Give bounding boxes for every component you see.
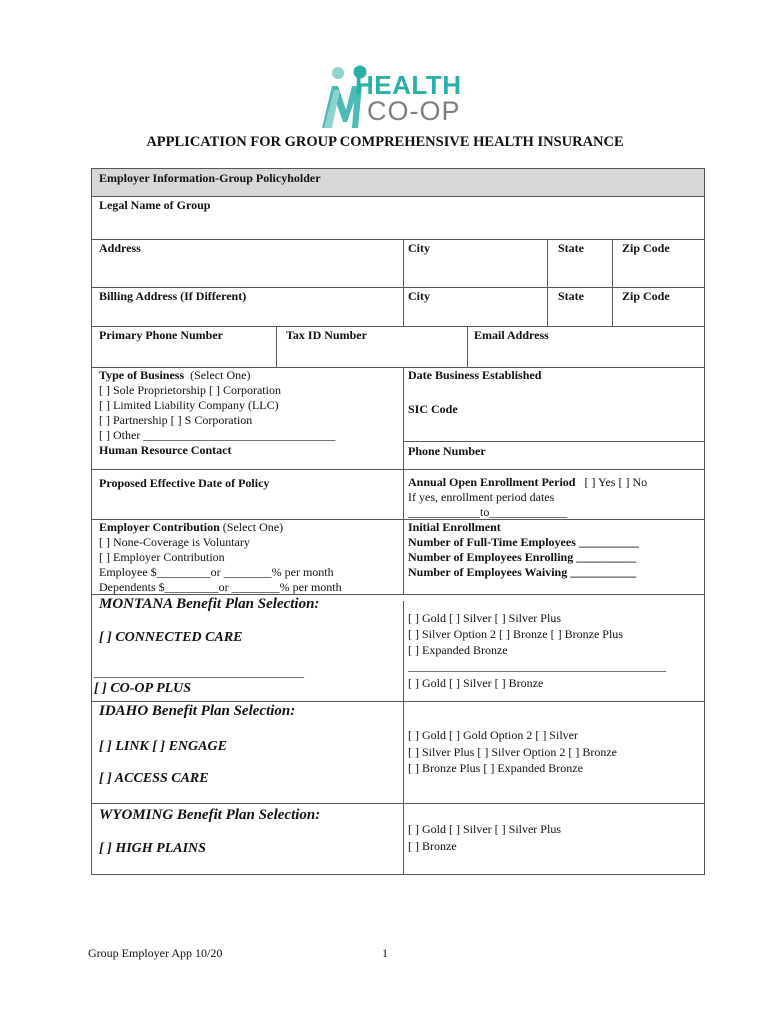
fulltime-employees-field[interactable]: Number of Full-Time Employees __________ — [408, 535, 639, 549]
hr-contact-field[interactable]: Human Resource Contact — [99, 443, 232, 457]
logo-text-coop: CO-OP — [367, 96, 461, 126]
montana-plan-title: MONTANA Benefit Plan Selection: — [99, 596, 320, 612]
zip-field[interactable]: Zip Code — [622, 241, 670, 255]
montana-metal-options[interactable]: [ ] Silver Option 2 [ ] Bronze [ ] Bronze Plus — [408, 627, 623, 641]
wyoming-plan-title: WYOMING Benefit Plan Selection: — [99, 807, 321, 823]
primary-phone-field[interactable]: Primary Phone Number — [99, 328, 223, 342]
business-option-line[interactable]: [ ] Partnership [ ] S Corporation — [99, 413, 253, 427]
contribution-option[interactable]: [ ] Employer Contribution — [99, 550, 225, 564]
business-option-line[interactable]: [ ] Sole Proprietorship [ ] Corporation — [99, 383, 281, 397]
business-type-block — [99, 368, 335, 458]
page-title: APPLICATION FOR GROUP COMPREHENSIVE HEALTH INSURANCE — [146, 134, 624, 150]
wyoming-metal-options[interactable]: [ ] Gold [ ] Silver [ ] Silver Plus — [408, 822, 561, 836]
divider — [276, 326, 277, 367]
employer-info-header: Employer Information-Group Policyholder — [99, 171, 321, 185]
business-type-hint: (Select One) — [190, 368, 251, 382]
divider — [92, 803, 704, 804]
coop-plus-option[interactable]: [ ] CO-OP PLUS — [94, 681, 192, 696]
employees-waiving-field[interactable]: Number of Employees Waiving ___________ — [408, 565, 637, 579]
tax-id-field[interactable]: Tax ID Number — [286, 328, 367, 342]
divider — [92, 701, 704, 702]
email-field[interactable]: Email Address — [474, 328, 549, 342]
initial-enrollment-label: Initial Enrollment — [408, 520, 501, 534]
enrollment-dates-label: If yes, enrollment period dates — [408, 490, 555, 504]
health-coop-logo — [318, 64, 468, 132]
connected-care-option[interactable]: [ ] CONNECTED CARE — [99, 630, 243, 645]
yes-no-options[interactable]: [ ] Yes [ ] No — [584, 475, 648, 489]
employee-contribution-field[interactable]: Employee $_________or ________% per month — [99, 565, 334, 579]
employees-enrolling-field[interactable]: Number of Employees Enrolling __________ — [408, 550, 637, 564]
montana-metal-options[interactable]: [ ] Expanded Bronze — [408, 643, 508, 657]
wyoming-metal-options[interactable]: [ ] Bronze — [408, 839, 457, 853]
open-enrollment-block — [408, 475, 647, 520]
dependents-contribution-field[interactable]: Dependents $_________or ________% per month — [99, 580, 342, 594]
open-enrollment-label: Annual Open Enrollment Period — [408, 475, 576, 489]
sic-code-field[interactable]: SIC Code — [408, 402, 458, 416]
montana-metal-options[interactable]: [ ] Gold [ ] Silver [ ] Silver Plus — [408, 611, 561, 625]
page-number: 1 — [382, 946, 388, 960]
billing-zip-field[interactable]: Zip Code — [622, 289, 670, 303]
blank-line: ___________________________________ — [94, 665, 304, 679]
logo-text-health: HEALTH — [355, 70, 462, 100]
access-care-option[interactable]: [ ] ACCESS CARE — [99, 771, 209, 786]
hr-phone-field[interactable]: Phone Number — [408, 444, 486, 458]
divider — [92, 196, 704, 197]
divider — [92, 469, 704, 470]
enrollment-block — [408, 520, 639, 580]
legal-name-field[interactable]: Legal Name of Group — [99, 198, 211, 212]
contribution-option[interactable]: [ ] None-Coverage is Voluntary — [99, 535, 250, 549]
blank-line: ___________________________________________ — [408, 659, 666, 673]
idaho-metal-options[interactable]: [ ] Gold [ ] Gold Option 2 [ ] Silver — [408, 728, 578, 742]
address-field[interactable]: Address — [99, 241, 141, 255]
footer-form-id: Group Employer App 10/20 — [88, 946, 223, 960]
divider — [403, 441, 704, 442]
contribution-hint: (Select One) — [222, 520, 284, 534]
effective-date-field[interactable]: Proposed Effective Date of Policy — [99, 476, 270, 490]
date-established-field[interactable]: Date Business Established — [408, 368, 542, 382]
application-form — [91, 168, 705, 875]
divider — [547, 239, 548, 327]
divider — [612, 239, 613, 327]
billing-address-field[interactable]: Billing Address (If Different) — [99, 289, 247, 303]
divider — [467, 326, 468, 367]
link-engage-options[interactable]: [ ] LINK [ ] ENGAGE — [99, 739, 227, 754]
divider — [403, 239, 404, 327]
business-option-line[interactable]: [ ] Other ________________________________ — [99, 428, 336, 442]
business-option-line[interactable]: [ ] Limited Liability Company (LLC) — [99, 398, 279, 412]
city-field[interactable]: City — [408, 241, 430, 255]
contribution-block — [99, 520, 342, 595]
contribution-label: Employer Contribution — [99, 520, 220, 534]
idaho-metal-options[interactable]: [ ] Silver Plus [ ] Silver Option 2 [ ] Bronze — [408, 745, 617, 759]
divider — [403, 601, 404, 874]
enrollment-dates-field[interactable]: ____________to_____________ — [408, 505, 568, 519]
divider — [403, 367, 404, 594]
coop-plus-metal-options[interactable]: [ ] Gold [ ] Silver [ ] Bronze — [408, 676, 544, 690]
billing-city-field[interactable]: City — [408, 289, 430, 303]
billing-state-field[interactable]: State — [558, 289, 584, 303]
idaho-metal-options[interactable]: [ ] Bronze Plus [ ] Expanded Bronze — [408, 761, 583, 775]
idaho-plan-title: IDAHO Benefit Plan Selection: — [99, 703, 296, 719]
business-type-label: Type of Business — [99, 368, 185, 382]
state-field[interactable]: State — [558, 241, 584, 255]
high-plains-option[interactable]: [ ] HIGH PLAINS — [99, 841, 206, 856]
